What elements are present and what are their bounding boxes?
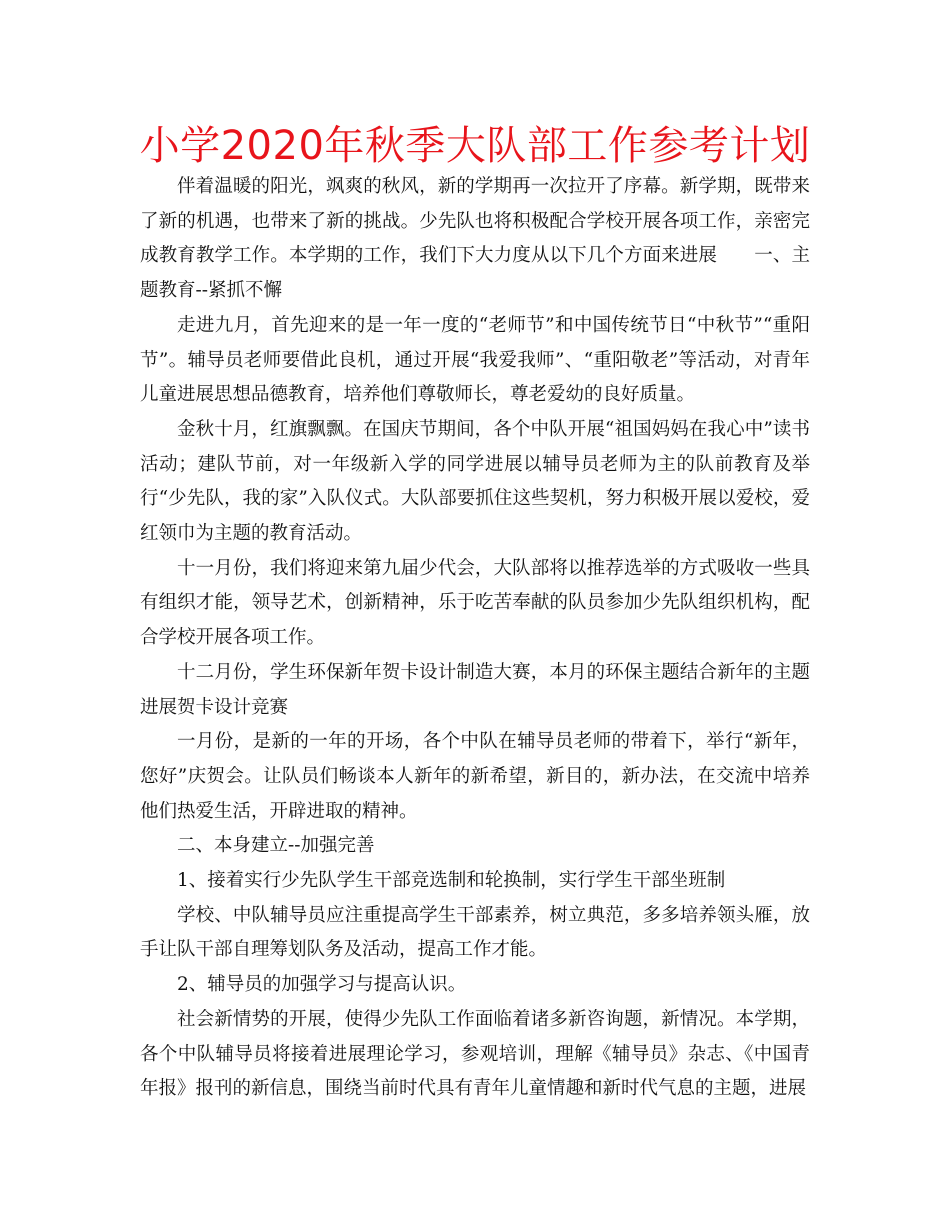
subheading-1: 1、接着实行少先队学生干部竞选制和轮换制，实行学生干部坐班制 bbox=[177, 870, 726, 892]
subheading-2: 2、辅导员的加强学习与提高认识。 bbox=[177, 974, 467, 996]
paragraph-cadre: 学校、中队辅导员应注重提高学生干部素养，树立典范，多多培养领头雁，放手让队干部自理筹划队务及活动，提高工作才能。 bbox=[140, 904, 810, 961]
section-heading-2: 二、本身建立--加强完善 bbox=[177, 835, 375, 857]
document-title: 小学2020年秋季大队部工作参考计划 bbox=[139, 123, 811, 169]
paragraph-study: 社会新情势的开展，使得少先队工作面临着诸多新咨询题，新情况。本学期，各个中队辅导员将接着进展理论学习，参观培训，理解《辅导员》杂志、《中国青年报》报刊的新信息，围绕当前时代具有青年儿童情趣和新时代气息的主题，进展 bbox=[140, 1008, 810, 1100]
paragraph-intro: 伴着温暖的阳光，飒爽的秋风，新的学期再一次拉开了序幕。新学期，既带来了新的机遇，也带来了新的挑战。少先队也将积极配合学校开展各项工作，亲密完成教育教学工作。本学期的工作，我们下大力度从以下几个方面来进展 一、主题教育--紧抓不懈 bbox=[140, 176, 810, 302]
paragraph-december: 十二月份，学生环保新年贺卡设计制造大赛，本月的环保主题结合新年的主题进展贺卡设计竞赛 bbox=[140, 661, 810, 718]
paragraph-january: 一月份，是新的一年的开场，各个中队在辅导员老师的带着下，举行“新年，您好”庆贺会。让队员们畅谈本人新年的新希望，新目的，新办法，在交流中培养他们热爱生活，开辟进取的精神。 bbox=[140, 731, 810, 822]
paragraph-september: 走进九月，首先迎来的是一年一度的“老师节”和中国传统节日“中秋节”“重阳节”。辅导员老师要借此良机，通过开展“我爱我师”、“重阳敬老”等活动，对青年儿童进展思想品德教育，培养他们尊敬师长，尊老爱幼的良好质量。 bbox=[140, 314, 810, 406]
paragraph-october: 金秋十月，红旗飘飘。在国庆节期间，各个中队开展“祖国妈妈在我心中”读书活动；建队节前，对一年级新入学的同学进展以辅导员老师为主的队前教育及举行“少先队，我的家”入队仪式。大队部要抓住这些契机，努力积极开展以爱校，爱红领巾为主题的教育活动。 bbox=[140, 418, 810, 545]
paragraph-november: 十一月份，我们将迎来第九届少代会，大队部将以推荐选举的方式吸收一些具有组织才能，领导艺术，创新精神，乐于吃苦奉献的队员参加少先队组织机构，配合学校开展各项工作。 bbox=[140, 557, 810, 649]
document-body bbox=[140, 170, 810, 1107]
